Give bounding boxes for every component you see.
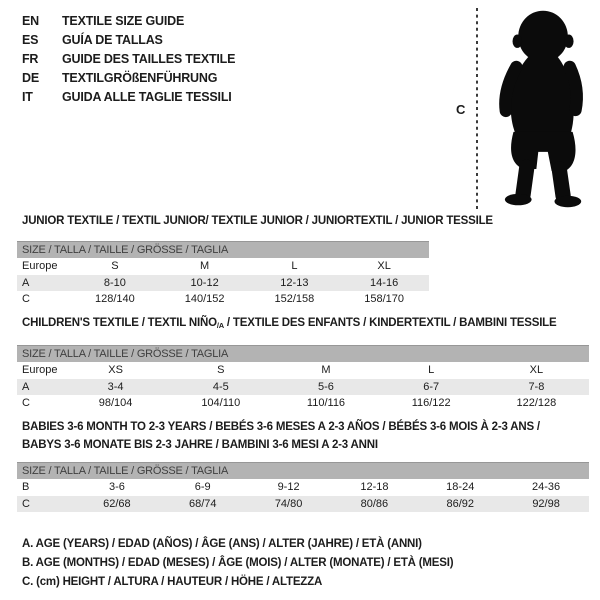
language-title: TEXTILGRÖßENFÜHRUNG [62, 71, 218, 85]
table-cell: 140/152 [184, 293, 225, 305]
table-cell: 14-16 [370, 276, 399, 289]
table-cell: 110/116 [306, 397, 346, 409]
table-cell: 158/170 [364, 293, 404, 305]
table-row [17, 275, 429, 292]
language-list [22, 12, 235, 107]
table-cell: 122/128 [516, 397, 557, 409]
table-cell: L [428, 364, 435, 376]
table-cell: 116/122 [411, 397, 451, 409]
table-cell: 12-18 [360, 481, 389, 493]
table-cell: 6-9 [194, 481, 211, 493]
table-cell: 98/104 [98, 397, 133, 409]
children-title-text: / TEXTILE DES ENFANTS / KINDERTEXTIL / BAMBINI TESSILE [223, 317, 557, 329]
language-title: TEXTILE SIZE GUIDE [62, 14, 185, 28]
row-label: C [22, 397, 30, 409]
babies-title-line: BABIES 3-6 MONTH TO 2-3 YEARS / BEBÉS 3-6 MESES A 2-3 AÑOS / BÉBÉS 3-6 MOIS À 2-3 ANS / [22, 421, 540, 433]
height-measure-label: C [456, 102, 466, 117]
size-header-bar: SIZE / TALLA / TAILLE / GRÖSSE / TAGLIA [17, 462, 589, 479]
language-row [22, 12, 235, 31]
children-table-title [22, 317, 556, 330]
table-row [17, 258, 429, 275]
table-row [17, 395, 589, 412]
table-cell: 8-10 [103, 276, 126, 289]
language-row [22, 31, 235, 50]
table-cell: 86/92 [446, 497, 474, 510]
language-row [22, 50, 235, 69]
table-cell: XL [377, 260, 391, 272]
size-header-bar: SIZE / TALLA / TAILLE / GRÖSSE / TAGLIA [17, 241, 429, 258]
legend-line-b: B. AGE (MONTHS) / EDAD (MESES) / ÂGE (MOIS) / ALTER (MONATE) / ETÀ (MESI) [22, 556, 454, 569]
language-title: GUÍA DE TALLAS [62, 33, 163, 47]
legend-line-c: C. (cm) HEIGHT / ALTURA / HAUTEUR / HÖHE / ALTEZZA [22, 575, 323, 588]
row-label: C [22, 497, 30, 510]
table-cell: M [321, 364, 331, 376]
language-code: EN [22, 14, 39, 28]
legend-line-a: A. AGE (YEARS) / EDAD (AÑOS) / ÂGE (ANS) / ALTER (JAHRE) / ETÀ (ANNI) [22, 538, 422, 550]
table-cell: XL [529, 364, 544, 376]
table-cell: 9-12 [277, 481, 300, 493]
babies-table-title [22, 419, 582, 454]
table-cell: S [111, 260, 119, 272]
row-label: B [22, 481, 30, 493]
table-cell: 12-13 [280, 276, 309, 289]
table-cell: M [200, 260, 210, 272]
measurement-legend [22, 535, 453, 591]
row-label: C [22, 293, 30, 305]
row-label: A [22, 276, 30, 289]
table-cell: 5-6 [318, 380, 334, 393]
table-cell: 6-7 [423, 380, 440, 393]
language-row [22, 69, 235, 88]
junior-table-title: JUNIOR TEXTILE / TEXTIL JUNIOR/ TEXTILE JUNIOR / JUNIORTEXTIL / JUNIOR TESSILE [22, 215, 493, 227]
table-cell: L [291, 260, 298, 272]
babies-size-table [17, 462, 589, 512]
language-code: DE [22, 71, 39, 85]
children-title-subscript: /A [216, 321, 224, 330]
children-title-text: CHILDREN'S TEXTILE / TEXTIL NIÑO [22, 317, 217, 329]
table-cell: 18-24 [446, 481, 475, 493]
baby-silhouette-icon [482, 6, 600, 210]
table-cell: 128/140 [94, 293, 135, 305]
table-cell: 80/86 [360, 497, 389, 510]
language-code: ES [22, 33, 39, 47]
table-cell: 92/98 [532, 497, 560, 510]
table-cell: 3-6 [108, 481, 125, 493]
height-figure [440, 4, 600, 216]
size-header-bar: SIZE / TALLA / TAILLE / GRÖSSE / TAGLIA [17, 345, 589, 362]
language-title: GUIDE DES TAILLES TEXTILE [62, 52, 236, 66]
language-code: FR [22, 52, 39, 66]
height-measure-line-icon [475, 8, 479, 212]
table-cell: 74/80 [274, 497, 303, 510]
table-cell: 10-12 [190, 276, 219, 289]
table-cell: 62/68 [103, 497, 131, 510]
junior-size-table [17, 241, 429, 308]
table-cell: 3-4 [107, 380, 124, 393]
table-row [17, 291, 429, 308]
language-code: IT [22, 90, 33, 104]
row-label: Europe [22, 364, 58, 376]
table-cell: 104/110 [201, 397, 241, 409]
table-cell: 24-36 [532, 481, 561, 493]
table-cell: S [217, 364, 225, 376]
row-label: Europe [22, 260, 58, 272]
language-title: GUIDA ALLE TAGLIE TESSILI [62, 90, 232, 104]
children-size-table [17, 345, 589, 412]
table-cell: XS [108, 364, 123, 376]
table-row [17, 362, 589, 379]
language-row [22, 88, 235, 107]
row-label: A [22, 380, 30, 393]
table-row [17, 479, 589, 496]
table-cell: 4-5 [212, 380, 229, 393]
table-row [17, 379, 589, 396]
table-row [17, 496, 589, 513]
table-cell: 152/158 [274, 293, 315, 305]
babies-title-line: BABYS 3-6 MONATE BIS 2-3 JAHRE / BAMBINI 3-6 MESI A 2-3 ANNI [22, 438, 378, 451]
table-cell: 68/74 [188, 497, 217, 510]
table-cell: 7-8 [528, 380, 545, 393]
